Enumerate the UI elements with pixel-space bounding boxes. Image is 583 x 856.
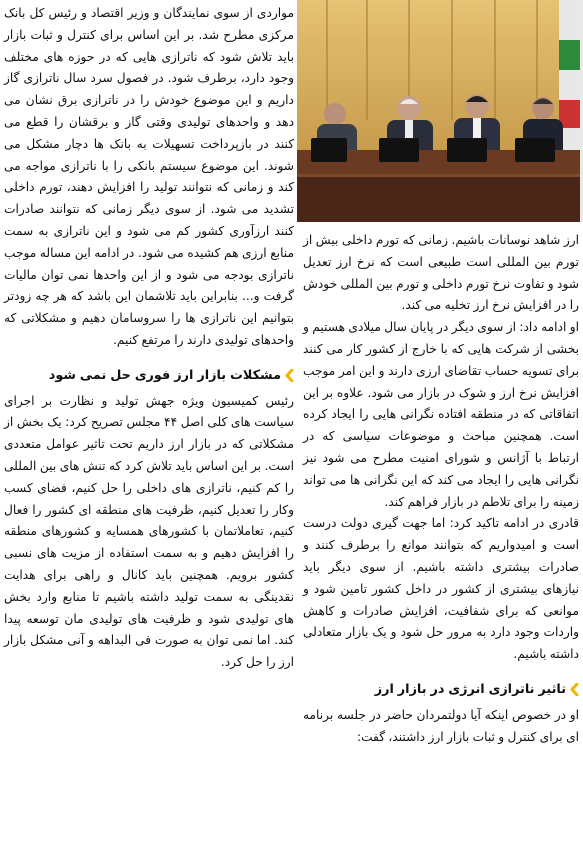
paragraph: او در خصوص اینکه آیا دولتمردان حاضر در جلسه برنامه ای برای کنترل و ثبات بازار ارز داشتند، گفت:: [303, 707, 579, 744]
chevron-bullet-icon: [570, 683, 579, 696]
section-heading: [4, 365, 294, 387]
paragraph: قادری در ادامه تاکید کرد: اما جهت گیری دولت درست است و امیدواریم که بتوانند موانع را برطرف کنند و صادرات بیشتری داشته باشیم. از سوی دیگر باید نیازهای بیشتری از کشور در داخل کشور تامین شود و موانعی که برای شفافیت، افزایش صادرات و کاهش واردات وجود دارد به مرور حل شود و یک بازار متعادلی داشته باشیم.: [303, 516, 579, 662]
section-heading: [303, 679, 579, 701]
section-heading-text: مشکلات بازار ارز فوری حل نمی شود: [48, 367, 281, 383]
chevron-bullet-icon: [285, 369, 294, 382]
paragraph: او ادامه داد: از سوی دیگر در پایان سال میلادی هستیم و بخشی از شرکت هایی که با خارج از کشور کار می کنند برای تسویه حساب تقاضای ارزی دارند و این امر موجب افزایش نرخ ارز و شوک در بازار می شود. علاوه بر این اتفاقاتی که در منطقه افتاده نگرانی هایی را ایجاد کرده است. همچنین مباحث و موضوعات سیاسی که در ارتباط با آژانس و شورای امنیت مطرح می شود نیز نگرانی هایی را ایجاد می کند که این نگرانی ها می تواند زمینه را برای تلاطم در بازار فراهم کند.: [303, 320, 579, 509]
paragraph: رئیس کمیسیون ویژه جهش تولید و نظارت بر اجرای سیاست های کلی اصل ۴۴ مجلس تصریح کرد: یک بخش از مشکلاتی که در بازار ارز داریم تحت تاثیر عوامل متعددی است. بر این اساس باید تلاش کرد که تنش های بین المللی را کم کنیم، ناترازی های داخلی را حل کنیم، فضای کسب وکار را تعدیل کنیم، ظرفیت های منطقه ای کشور را فعال کنیم، تعاملاتمان با کشورهای همسایه و کشورهای منطقه را افزایش دهیم و به سمت استفاده از مزیت های نسبی کشور برویم. همچنین باید کانال و راهی برای هدایت نقدینگی به سمت تولید داشته باشیم تا منابع وارد بخش های تولیدی شود و ظرفیت های تولیدی مان توسعه پیدا کند. اما نمی توان به صورت فی البداهه و آنی مشکل بازار ارز را حل کرد.: [4, 393, 294, 670]
parliament-session-photo: [297, 0, 583, 222]
article-column-right: [303, 230, 579, 748]
section-heading-text: تاثیر ناترازی انرژی در بازار ارز: [374, 681, 566, 697]
article-column-left: [4, 3, 294, 674]
paragraph: ارز شاهد نوسانات باشیم. زمانی که تورم داخلی بیش از تورم بین المللی است طبیعی است که نرخ ارز تعدیل شود و تفاوت نرخ تورم داخلی و تورم بین المللی خودش را در افزایش نرخ ارز تخلیه می کند.: [303, 233, 579, 313]
paragraph: مواردی از سوی نمایندگان و وزیر اقتصاد و رئیس کل بانک مرکزی مطرح شد. بر این اساس برای کنترل و ثبات بازار باید تلاش شود که ناترازی هایی که در حوزه های مختلف وجود دارد، برطرف شود. در فصول سرد سال ناترازی گاز داریم و این موضوع خودش را در ناترازی برق نشان می دهد و واحدهای تولیدی وقتی گاز و برقشان را قطع می کنند در بازپرداخت تسهیلات به بانک ها دچار مشکل می شوند. این موضوع سیستم بانکی را با ناترازی مواجه می کند و زمانی که نتوانند تولید را افزایش دهند، تورم داخلی تشدید می شود. از سوی دیگر زمانی که نتوانند صادرات کنند ارزآوری کشور کم می شود و این ناترازی به سمت منابع ارزی هم کشیده می شود. در ادامه این مساله موجب ناترازی بودجه می شود و از این واحدها نمی توان مالیات گرفت و... بنابراین باید تلاشمان این باشد که هر چه زودتر بتوانیم این ناترازی ها را سروسامان دهیم و مشکلاتی که واحدهای تولیدی دارند را مرتفع کنیم.: [4, 6, 294, 347]
